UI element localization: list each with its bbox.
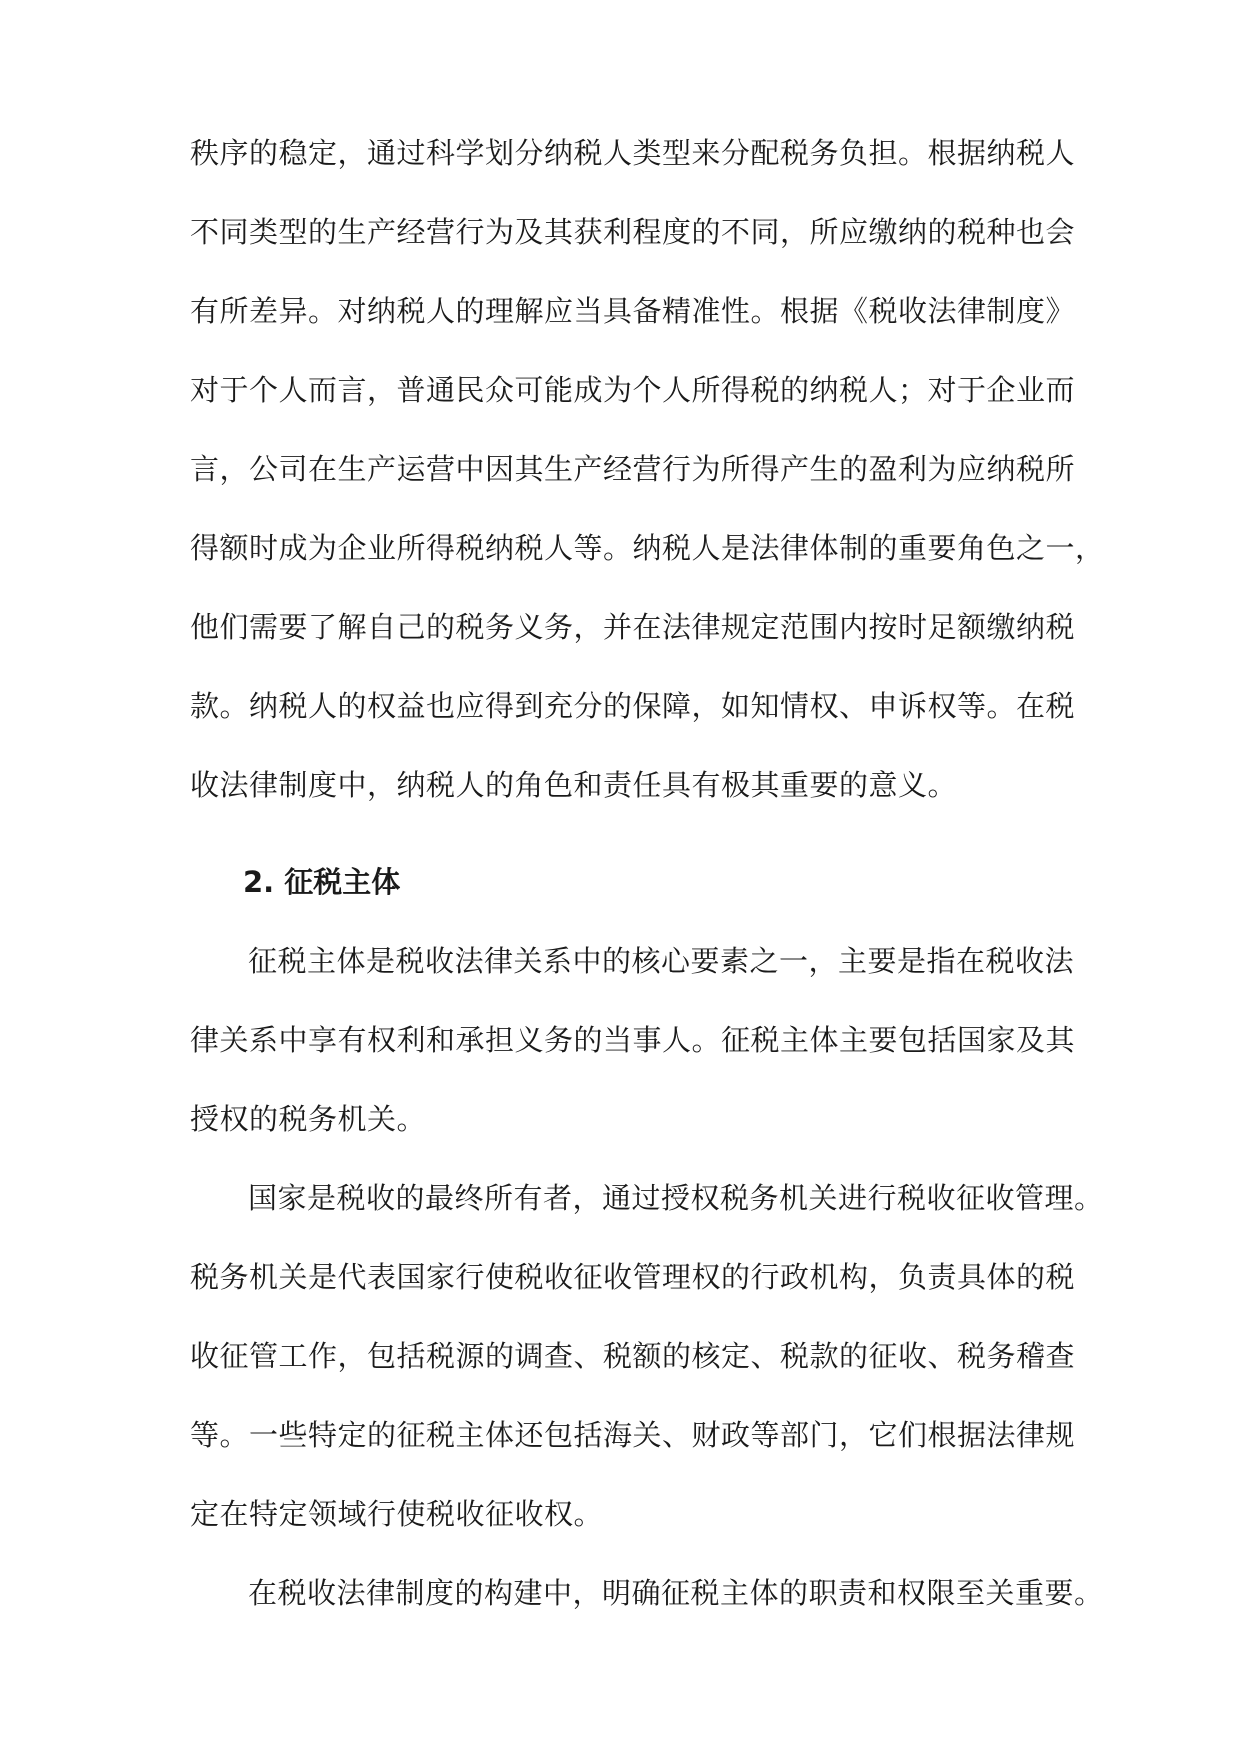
paragraph-1-line-2: 不同类型的生产经营行为及其获利程度的不同，所应缴纳的税种也会 — [190, 215, 1076, 249]
paragraph-1-line-9: 收法律制度中，纳税人的角色和责任具有极其重要的意义。 — [190, 768, 958, 802]
paragraph-1-line-4: 对于个人而言，普通民众可能成为个人所得税的纳税人；对于企业而 — [190, 373, 1076, 407]
paragraph-1-line-3: 有所差异。对纳税人的理解应当具备精准性。根据《税收法律制度》 — [190, 294, 1076, 328]
paragraph-3-line-2: 税务机关是代表国家行使税收征收管理权的行政机构，负责具体的税 — [190, 1260, 1076, 1294]
paragraph-3-line-3: 收征管工作，包括税源的调查、税额的核定、税款的征收、税务稽查 — [190, 1339, 1076, 1373]
paragraph-1-line-5: 言，公司在生产运营中因其生产经营行为所得产生的盈利为应纳税所 — [190, 452, 1076, 486]
section-heading: 2. 征税主体 — [243, 865, 401, 899]
paragraph-2-line-1: 征税主体是税收法律关系中的核心要素之一，主要是指在税收法 — [248, 944, 1075, 978]
paragraph-3-line-4: 等。一些特定的征税主体还包括海关、财政等部门，它们根据法律规 — [190, 1418, 1076, 1452]
paragraph-1-line-1: 秩序的稳定，通过科学划分纳税人类型来分配税务负担。根据纳税人 — [190, 136, 1076, 170]
paragraph-4-line-1: 在税收法律制度的构建中，明确征税主体的职责和权限至关重要。 — [248, 1576, 1104, 1610]
paragraph-2-line-3: 授权的税务机关。 — [190, 1102, 427, 1136]
paragraph-1-line-7: 他们需要了解自己的税务义务，并在法律规定范围内按时足额缴纳税 — [190, 610, 1076, 644]
paragraph-3-line-1: 国家是税收的最终所有者，通过授权税务机关进行税收征收管理。 — [248, 1181, 1104, 1215]
paragraph-1-line-8: 款。纳税人的权益也应得到充分的保障，如知情权、申诉权等。在税 — [190, 689, 1076, 723]
paragraph-1-line-6: 得额时成为企业所得税纳税人等。纳税人是法律体制的重要角色之一， — [190, 531, 1105, 565]
paragraph-2-line-2: 律关系中享有权利和承担义务的当事人。征税主体主要包括国家及其 — [190, 1023, 1076, 1057]
paragraph-3-line-5: 定在特定领域行使税收征收权。 — [190, 1497, 604, 1531]
